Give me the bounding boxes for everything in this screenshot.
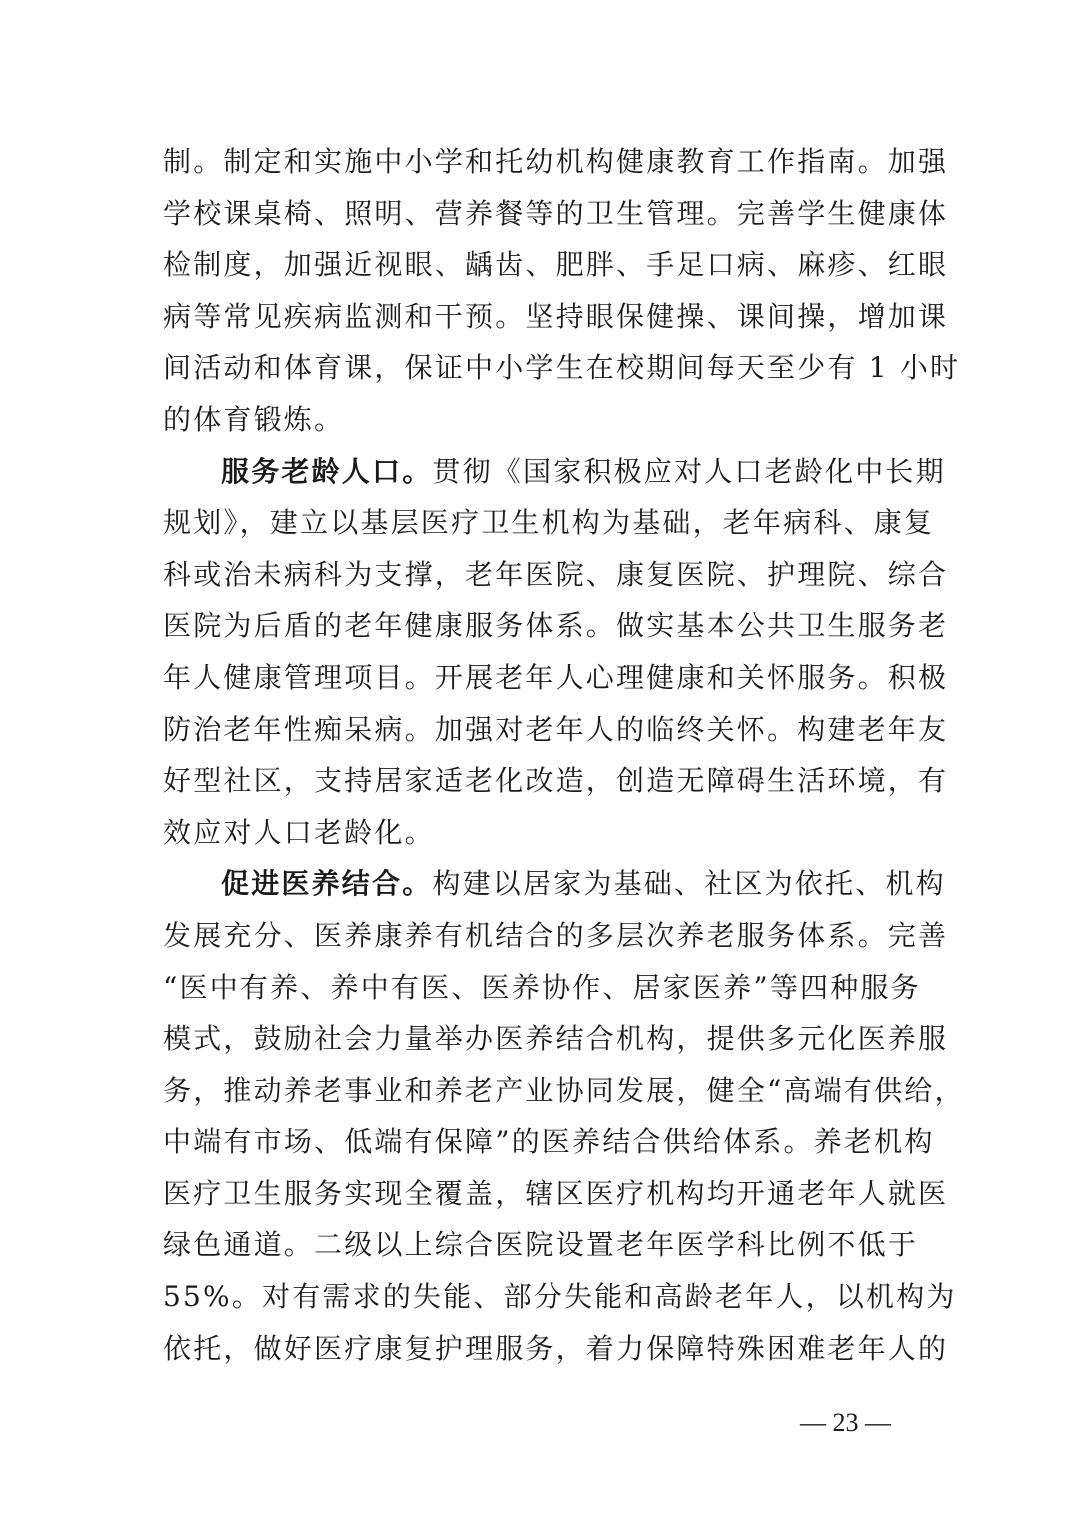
text-line: 好型社区，支持居家适老化改造，创造无障碍生活环境，有: [163, 764, 949, 798]
text-span: 贯彻《国家积极应对人口老龄化中长期: [432, 454, 946, 488]
text-line: 科或治未病科为支撑，老年医院、康复医院、护理院、综合: [163, 557, 949, 591]
text-line: 间活动和体育课，保证中小学生在校期间每天至少有 1 小时: [163, 351, 961, 385]
text-line: 务，推动养老事业和养老产业协同发展，健全“高端有供给，: [163, 1073, 965, 1107]
paragraph-heading: 服务老龄人口。: [221, 454, 433, 488]
text-line: 检制度，加强近视眼、龋齿、肥胖、手足口病、麻疹、红眼: [163, 248, 949, 282]
text-line: 绿色通道。二级以上综合医院设置老年医学科比例不低于: [163, 1228, 919, 1262]
text-line: 发展充分、医养康养有机结合的多层次养老服务体系。完善: [163, 918, 949, 952]
text-line: “医中有养、养中有医、医养协作、居家医养”等四种服务: [163, 970, 921, 1004]
paragraph-medical-elderly-care: [163, 858, 965, 1374]
text-line: 病等常见疾病监测和干预。坚持眼保健操、课间操，增加课: [163, 299, 949, 333]
paragraph-school-health: [163, 136, 961, 446]
page-number: — 23 —: [800, 1408, 891, 1437]
text-line: 规划》，建立以基层医疗卫生机构为基础，老年病科、康复: [163, 506, 935, 540]
text-line: 依托，做好医疗康复护理服务，着力保障特殊困难老年人的: [163, 1331, 949, 1365]
text-line: 医疗卫生服务实现全覆盖，辖区医疗机构均开通老年人就医: [163, 1176, 949, 1210]
text-line: 医院为后盾的老年健康服务体系。做实基本公共卫生服务老: [163, 609, 949, 643]
text-line: 学校课桌椅、照明、营养餐等的卫生管理。完善学生健康体: [163, 196, 949, 230]
paragraph-heading: 促进医养结合。: [221, 867, 433, 901]
text-line: 效应对人口老龄化。: [163, 815, 435, 849]
paragraph-first-line: [163, 446, 946, 498]
text-line: 防治老年性痴呆病。加强对老年人的临终关怀。构建老年友: [163, 712, 949, 746]
text-line: 的体育锻炼。: [163, 402, 345, 436]
paragraph-elderly-services: [163, 446, 949, 859]
text-line: 模式，鼓励社会力量举办医养结合机构，提供多元化医养服: [163, 1022, 949, 1056]
text-span: 构建以居家为基础、社区为依托、机构: [432, 867, 946, 901]
text-line: 制。制定和实施中小学和托幼机构健康教育工作指南。加强: [163, 145, 949, 178]
document-body: [163, 136, 965, 1374]
paragraph-first-line: [163, 858, 946, 910]
text-line: 中端有市场、低端有保障”的医养结合供给体系。养老机构: [163, 1125, 935, 1159]
text-line: 年人健康管理项目。开展老年人心理健康和关怀服务。积极: [163, 660, 949, 694]
text-line: 55%。对有需求的失能、部分失能和高龄老年人，以机构为: [163, 1280, 957, 1314]
